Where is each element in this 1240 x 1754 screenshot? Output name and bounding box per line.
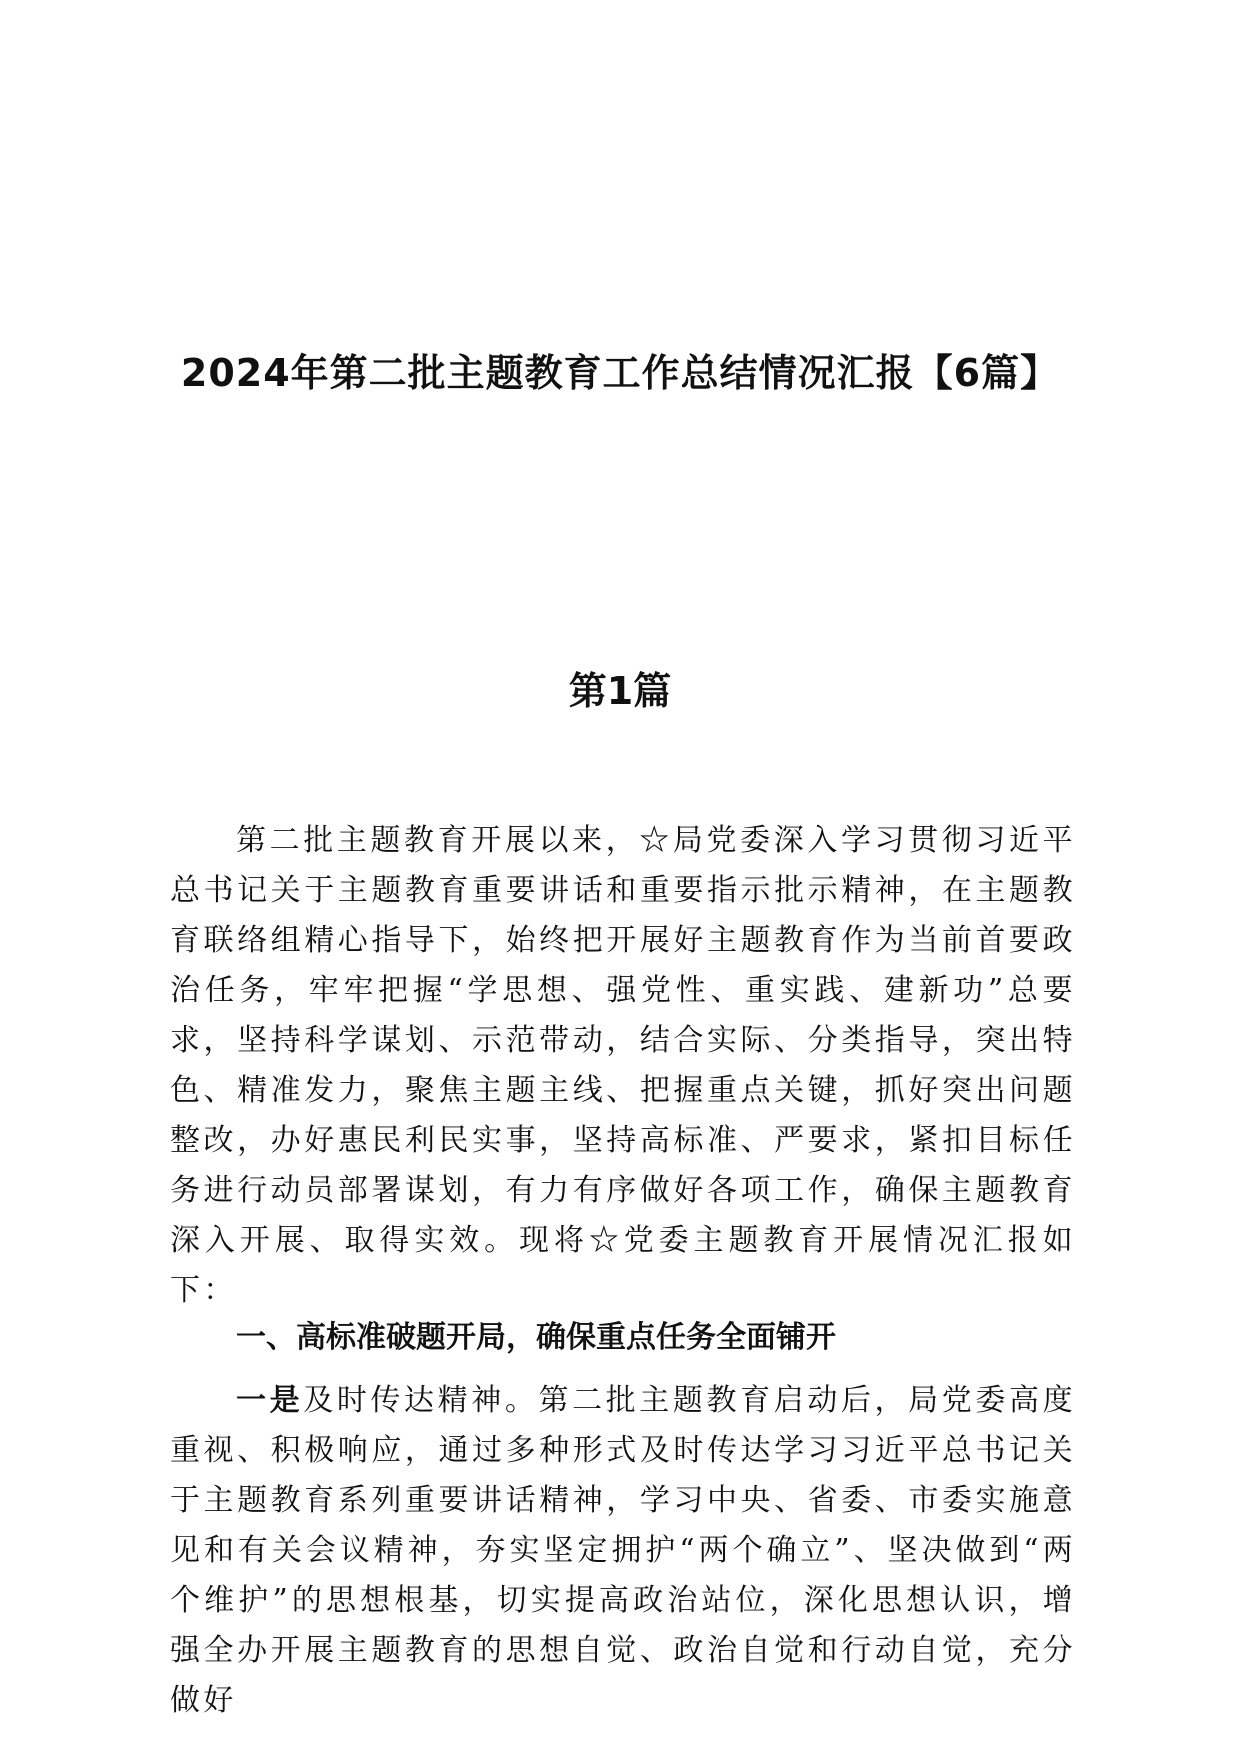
section-title: 第1篇 xyxy=(568,669,672,713)
paragraph-lead: 一是 xyxy=(236,1383,304,1418)
document-title: 2024年第二批主题教育工作总结情况汇报【6篇】 xyxy=(180,351,1060,395)
paragraph-intro: 第二批主题教育开展以来，☆局党委深入学习贯彻习近平总书记关于主题教育重要讲话和重要指示批示精神，在主题教育联络组精心指导下，始终把开展好主题教育作为当前首要政治任务，牢牢把握“学思想、强党性、重实践、建新功”总要求，坚持科学谋划、示范带动，结合实际、分类指导，突出特色、精准发力，聚焦主题主线、把握重点关键，抓好突出问题整改，办好惠民利民实事，坚持高标准、严要求，紧扣目标任务进行动员部署谋划，有力有序做好各项工作，确保主题教育深入开展、取得实效。现将☆党委主题教育开展情况汇报如下： xyxy=(170,823,1076,1308)
heading-part-one: 一、高标准破题开局，确保重点任务全面铺开 xyxy=(236,1320,836,1355)
paragraph-body: 及时传达精神。第二批主题教育启动后，局党委高度重视、积极响应，通过多种形式及时传达学习习近平总书记关于主题教育系列重要讲话精神，学习中央、省委、市委实施意见和有关会议精神，夯实坚定拥护“两个确立”、坚决做到“两个维护”的思想根基，切实提高政治站位，深化思想认识，增强全办开展主题教育的思想自觉、政治自觉和行动自觉，充分做好 xyxy=(170,1383,1076,1718)
paragraph-point-one xyxy=(170,1376,1076,1726)
